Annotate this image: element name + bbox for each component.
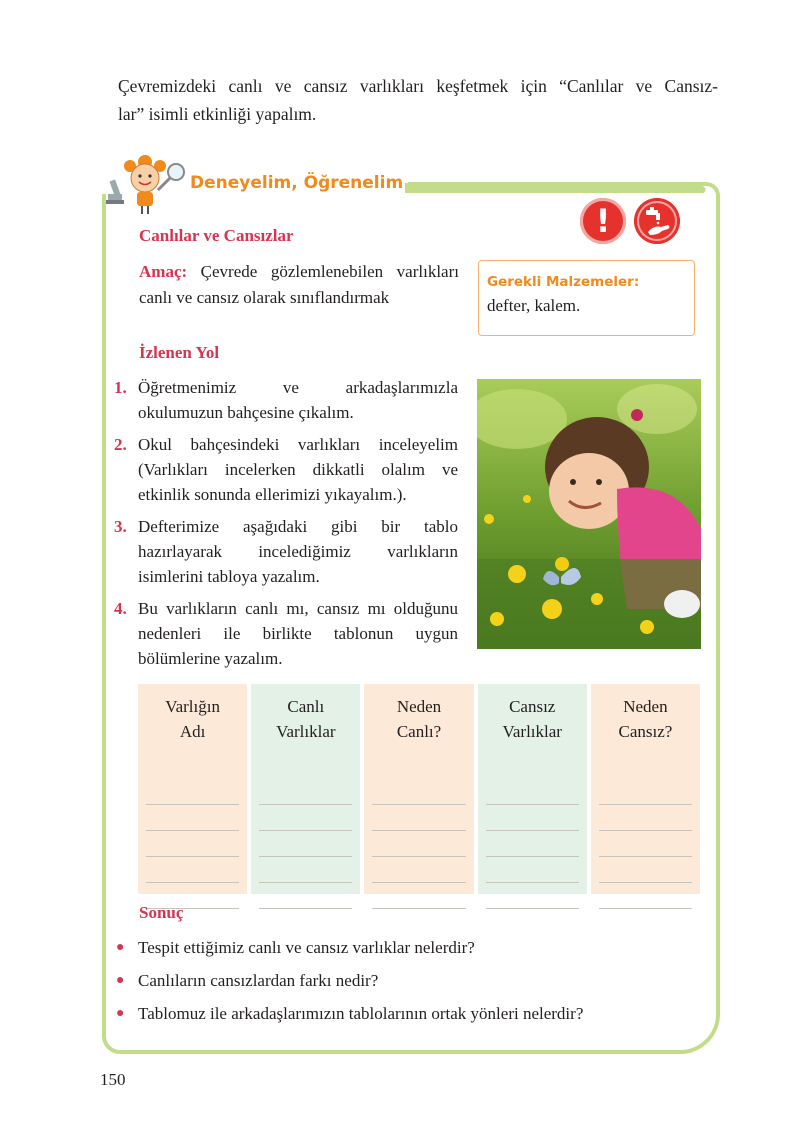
step-text: Okul bahçesindeki varlıkları inceleyelim (Varlıkları incelerken dikkatli olalım ve etkinlik sonunda ellerimizi yıkayalım.). <box>138 435 458 504</box>
observation-table <box>138 684 700 894</box>
objective <box>139 259 459 311</box>
header-line: Cansız <box>509 697 556 716</box>
objective-label: Amaç: <box>139 262 188 281</box>
header-line: Varlığın <box>165 697 220 716</box>
writing-lines <box>372 779 465 909</box>
header-line: Canlı? <box>396 722 442 741</box>
steps-list <box>112 375 458 678</box>
intro-paragraph <box>118 72 718 128</box>
step-item <box>112 596 458 671</box>
activity-title: Canlılar ve Cansızlar <box>139 226 294 245</box>
conclusion-item <box>116 968 716 993</box>
section-title: Deneyelim, Öğrenelim <box>190 173 404 193</box>
writing-lines <box>599 779 692 909</box>
bullet-icon: ● <box>116 940 125 955</box>
step-number: 2. <box>114 435 127 454</box>
bullet-icon: ● <box>116 973 125 988</box>
table-column <box>364 684 473 894</box>
intro-line-1: Çevremizdeki canlı ve cansız varlıkları keşfetmek için “Canlılar ve Cansız- <box>118 76 718 96</box>
materials-box <box>478 260 695 336</box>
header-line: Canlı <box>287 697 325 716</box>
table-header <box>138 684 247 744</box>
page-number: 150 <box>100 1070 126 1089</box>
girl-with-magnifier-icon <box>100 148 192 218</box>
handwash-icon <box>634 198 680 244</box>
bullet-icon: ● <box>116 1006 125 1021</box>
header-line: Adı <box>179 722 206 741</box>
step-item <box>112 375 458 425</box>
step-item <box>112 432 458 507</box>
step-number: 4. <box>114 599 127 618</box>
table-header <box>591 684 700 744</box>
warning-icon: ! <box>580 198 626 244</box>
objective-text: Çevrede gözlemlenebilen varlıkları canlı ve cansız olarak sınıflandırmak <box>139 262 459 307</box>
materials-label: Gerekli Malzemeler: <box>487 274 640 290</box>
header-line: Cansız? <box>618 722 673 741</box>
conclusion-item <box>116 1001 716 1026</box>
writing-lines <box>259 779 352 909</box>
table-column <box>478 684 587 894</box>
table-header <box>251 684 360 744</box>
conclusion-list <box>116 935 716 1034</box>
table-header <box>478 684 587 744</box>
conclusion-title: Sonuç <box>139 903 184 922</box>
table-header <box>364 684 473 744</box>
step-text: Defterimize aşağıdaki gibi bir tablo hazırlayarak incelediğimiz varlıkların isimlerini tabloya yazalım. <box>138 517 458 586</box>
girl-flowers-photo <box>477 379 701 649</box>
writing-lines <box>146 779 239 909</box>
header-line: Varlıklar <box>502 722 562 741</box>
procedure-title: İzlenen Yol <box>139 343 220 362</box>
writing-lines <box>486 779 579 909</box>
step-text: Bu varlıkların canlı mı, cansız mı olduğunu nedenleri ile birlikte tablonun uygun bölümlerine yazalım. <box>138 599 458 668</box>
intro-line-2: lar” isimli etkinliği yapalım. <box>118 104 317 124</box>
conclusion-text: Canlıların cansızlardan farkı nedir? <box>138 971 379 990</box>
materials-text: defter, kalem. <box>487 296 581 315</box>
step-text: Öğretmenimiz ve arkadaşlarımızla okulumuzun bahçesine çıkalım. <box>138 378 458 422</box>
header-line: Neden <box>623 697 668 716</box>
step-number: 3. <box>114 517 127 536</box>
conclusion-text: Tespit ettiğimiz canlı ve cansız varlıklar nelerdir? <box>138 938 475 957</box>
conclusion-item <box>116 935 716 960</box>
table-column <box>138 684 247 894</box>
header-line: Neden <box>396 697 442 716</box>
step-item <box>112 514 458 589</box>
table-column <box>251 684 360 894</box>
header-line: Varlıklar <box>276 722 336 741</box>
table-column <box>591 684 700 894</box>
step-number: 1. <box>114 378 127 397</box>
conclusion-text: Tablomuz ile arkadaşlarımızın tablolarının ortak yönleri nelerdir? <box>138 1004 584 1023</box>
